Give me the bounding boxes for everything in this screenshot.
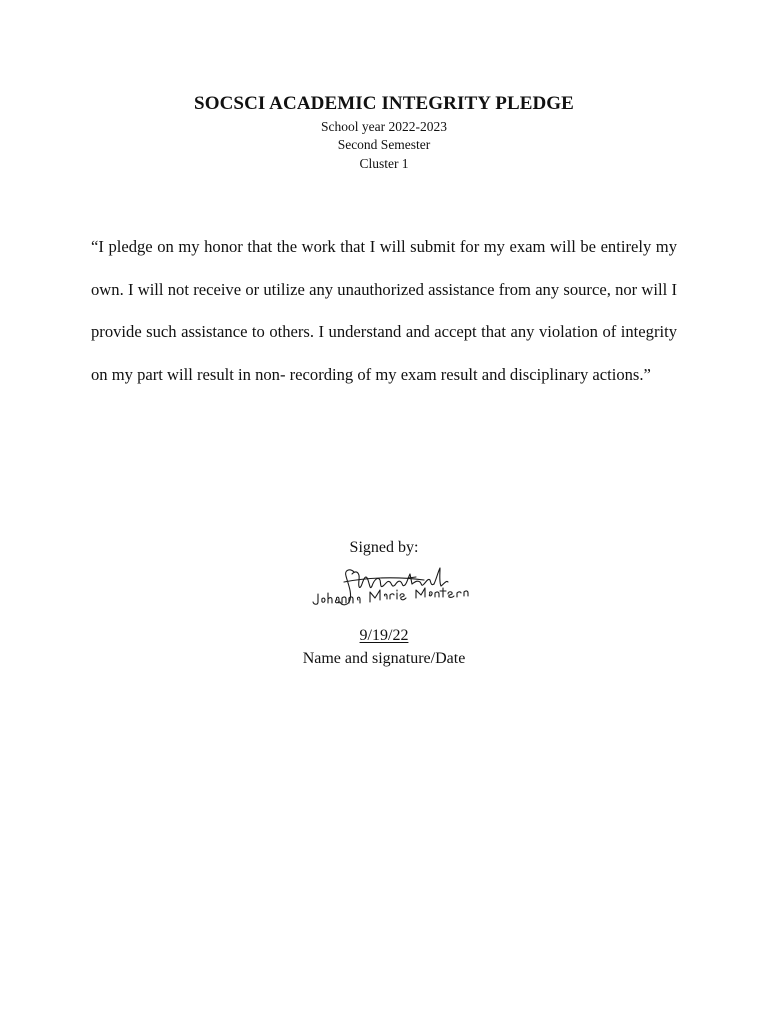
document-title: SOCSCI ACADEMIC INTEGRITY PLEDGE bbox=[194, 93, 574, 114]
signature-date bbox=[0, 627, 768, 645]
pledge-text: “I pledge on my honor that the work that I will submit for my exam will be entirely my own. I will not receive or utilize any unauthorized assistance from any source, nor will I provide such assistance to others. I understand and accept that any violation of integrity on my part will result in non- recording of my exam result and disciplinary actions.” bbox=[91, 237, 677, 384]
cluster: Cluster 1 bbox=[359, 156, 409, 171]
handwritten-signature bbox=[304, 560, 472, 616]
signature-caption: Name and signature/Date bbox=[302, 650, 466, 667]
semester: Second Semester bbox=[337, 137, 431, 152]
school-year: School year 2022-2023 bbox=[321, 119, 447, 134]
signature-date-value: 9/19/22 bbox=[359, 627, 409, 644]
signed-by-label: Signed by: bbox=[349, 539, 419, 556]
